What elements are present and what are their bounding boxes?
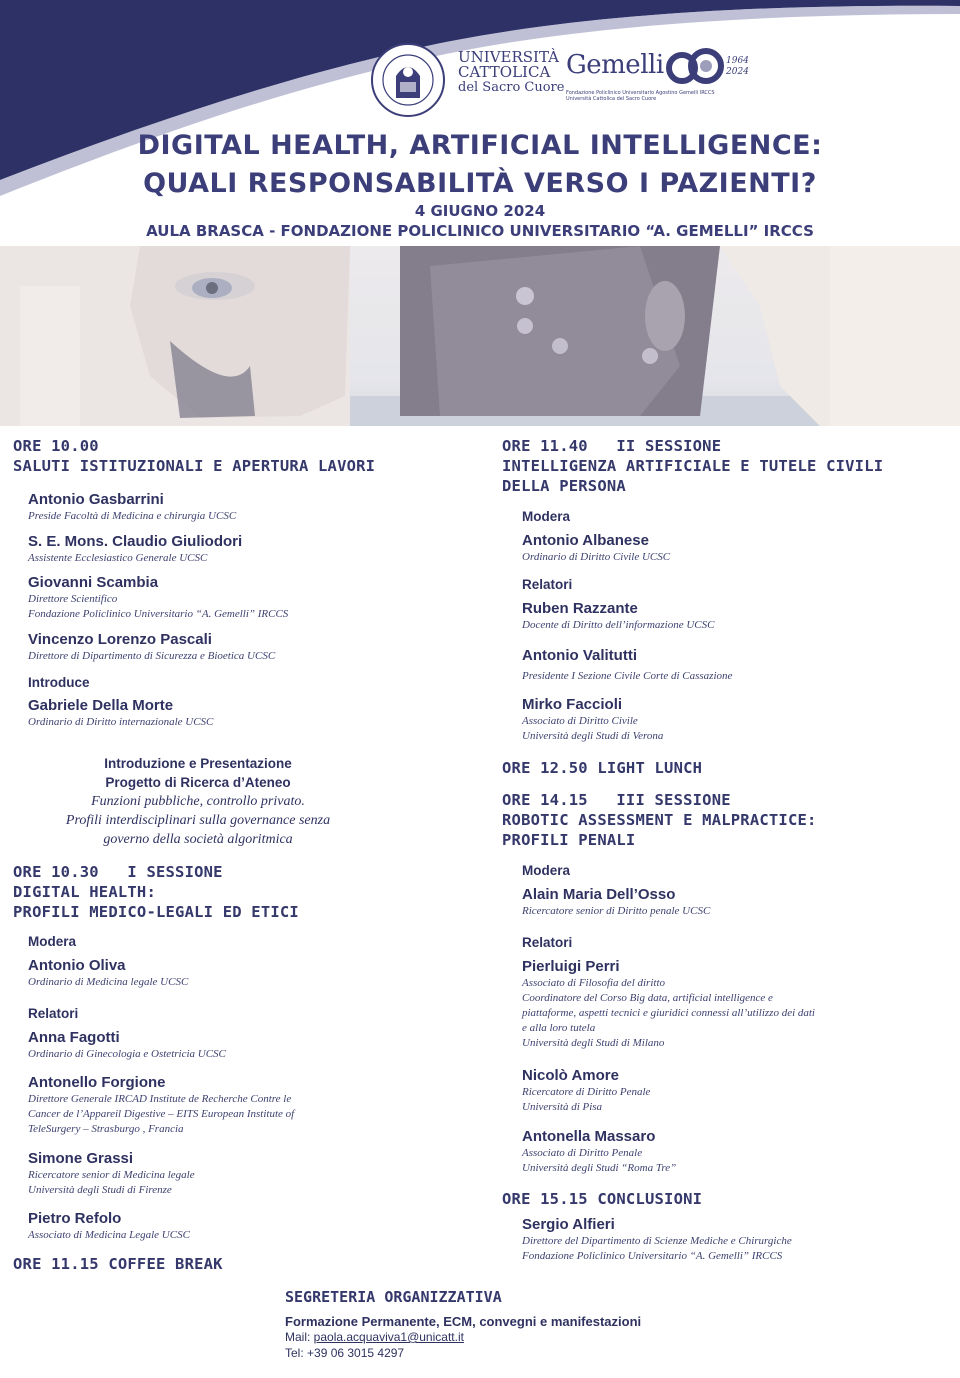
mail-label: Mail: [285, 1330, 314, 1344]
speaker [28, 533, 242, 566]
speaker [522, 1216, 882, 1264]
speaker-role: Cancer de l’Appareil Digestive – EITS European Institute of [28, 1108, 295, 1120]
speaker [28, 491, 236, 524]
speaker-role: Università degli Studi di Firenze [28, 1184, 172, 1196]
logos [370, 40, 770, 116]
speaker-name: Ruben Razzante [522, 600, 638, 617]
session4-subtitle: PROFILI PENALI [502, 831, 636, 849]
introduce-label: Introduce [28, 675, 90, 690]
modera-label: Modera [522, 509, 571, 524]
speaker [522, 886, 710, 919]
speaker-role: Docente di Diritto dell’informazione UCSC [522, 619, 715, 631]
speaker-name: Anna Fagotti [28, 1029, 120, 1046]
ucsc-seal-logo [370, 42, 446, 118]
speaker-role: Università degli Studi di Milano [522, 1037, 665, 1049]
speaker-role: Università degli Studi “Roma Tre” [522, 1162, 677, 1174]
speaker-role: Direttore del Dipartimento di Scienze Mediche e Chirurgiche [522, 1235, 792, 1247]
speaker [522, 696, 663, 744]
footer-mail-line [285, 1329, 785, 1345]
speaker-role: Università degli Studi di Verona [522, 730, 664, 742]
session3-title: INTELLIGENZA ARTIFICIALE E TUTELE CIVILI [502, 457, 884, 475]
speaker-name: Simone Grassi [28, 1150, 134, 1167]
speaker-role: Fondazione Policlinico Universitario “A. Gemelli” IRCCS [522, 1250, 783, 1262]
speaker-role: Direttore Generale IRCAD Institute de Recherche Contre le [28, 1093, 292, 1105]
organizing-secretariat [285, 1288, 785, 1361]
speaker-role: Ordinario di Ginecologia e Ostetricia UCSC [28, 1048, 226, 1060]
speaker-role: Direttore Scientifico [28, 593, 118, 605]
relatori-label: Relatori [522, 577, 573, 592]
speaker-name: Giovanni Scambia [28, 574, 159, 591]
ucsc-line3: del Sacro Cuore [458, 80, 565, 95]
speaker-name: Antonio Valitutti [522, 647, 637, 664]
gemelli-name: Gemelli [566, 50, 664, 80]
event-venue: AULA BRASCA - FONDAZIONE POLICLINICO UNIVERSITARIO “A. GEMELLI” IRCCS [146, 222, 814, 240]
speaker-role: Assistente Ecclesiastico Generale UCSC [28, 552, 208, 564]
speaker [522, 1067, 650, 1115]
speaker [522, 600, 714, 633]
speaker [28, 631, 275, 664]
intro-italic: Profili interdisciplinari sulla governance senza [65, 813, 331, 828]
speaker-name: Antonio Gasbarrini [28, 491, 164, 508]
speaker-role: Coordinatore del Corso Big data, artificial intelligence e [522, 992, 773, 1004]
speaker-role: Ordinario di Diritto internazionale UCSC [28, 716, 214, 728]
speaker-role: Associato di Diritto Penale [522, 1147, 643, 1159]
speaker [28, 1074, 294, 1137]
speaker-role: Fondazione Policlinico Universitario “A. Gemelli” IRCCS [28, 608, 289, 620]
hero-image [0, 246, 960, 426]
speaker [522, 958, 862, 1051]
footer-tel: Tel: +39 06 3015 4297 [285, 1346, 405, 1360]
speaker-name: Antonio Oliva [28, 957, 126, 974]
speaker-name: Alain Maria Dell’Osso [522, 886, 676, 903]
speaker [28, 1150, 195, 1198]
speaker-name: Nicolò Amore [522, 1067, 619, 1084]
session2-time: ORE 10.30 I SESSIONE [13, 863, 223, 881]
ucsc-line1: UNIVERSITÀ [458, 48, 559, 66]
ucsc-wordmark [458, 50, 564, 95]
speaker-role: Preside Facoltà di Medicina e chirurgia UCSC [28, 510, 237, 522]
modera-label: Modera [28, 934, 77, 949]
speaker-role: Direttore di Dipartimento di Sicurezza e Bioetica UCSC [28, 650, 276, 662]
session2-title: DIGITAL HEALTH: [13, 883, 156, 901]
speaker-name: S. E. Mons. Claudio Giuliodori [28, 533, 243, 550]
gemelli-sub1: Fondazione Policlinico Universitario Agostino Gemelli IRCCS [566, 90, 715, 96]
speaker-role: Associato di Medicina Legale UCSC [28, 1229, 190, 1241]
session1-time: ORE 10.00 [13, 437, 99, 455]
speaker-name: Sergio Alfieri [522, 1216, 615, 1233]
event-date: 4 GIUGNO 2024 [414, 202, 546, 220]
speaker-role: Università di Pisa [522, 1101, 603, 1113]
year-to: 2024 [726, 67, 749, 77]
session4-time: ORE 14.15 III SESSIONE [502, 791, 731, 809]
speaker-name: Antonella Massaro [522, 1128, 656, 1145]
modera-label: Modera [522, 863, 571, 878]
session4-title: ROBOTIC ASSESSMENT E MALPRACTICE: [502, 811, 817, 829]
intro-italic: Funzioni pubbliche, controllo privato. [91, 794, 305, 809]
speaker-role: Ricercatore di Diritto Penale [522, 1086, 651, 1098]
gemelli-logo [566, 50, 749, 102]
speaker-name: Gabriele Della Morte [28, 697, 174, 714]
speaker [522, 647, 732, 684]
speaker-role: piattaforme, aspetti tecnici e giuridici connessi all’utilizzo dei dati [522, 1007, 815, 1019]
speaker-name: Vincenzo Lorenzo Pascali [28, 631, 212, 648]
intro-italic: governo della società algoritmica [103, 832, 293, 847]
speaker-role: Ricercatore senior di Medicina legale [28, 1169, 195, 1181]
session1-title: SALUTI ISTITUZIONALI E APERTURA LAVORI [13, 457, 376, 475]
relatori-label: Relatori [28, 1006, 79, 1021]
title-line2: QUALI RESPONSABILITÀ VERSO I PAZIENTI? [143, 168, 817, 199]
relatori-label: Relatori [522, 935, 573, 950]
session3-subtitle: DELLA PERSONA [502, 477, 626, 495]
speaker [28, 697, 213, 730]
speaker-name: Antonello Forgione [28, 1074, 166, 1091]
intro-block [13, 754, 383, 849]
speaker [28, 1029, 226, 1062]
mail-link[interactable]: paola.acquaviva1@unicatt.it [313, 1330, 464, 1344]
gemelli-60-anniversary-mark [666, 44, 726, 88]
ucsc-line2: CATTOLICA [458, 63, 551, 81]
speaker [28, 1210, 190, 1243]
speaker-role: Ordinario di Diritto Civile UCSC [522, 551, 671, 563]
speaker-name: Pierluigi Perri [522, 958, 620, 975]
gemelli-years [726, 56, 749, 78]
speaker [28, 574, 288, 622]
intro-bold: Introduzione e Presentazione [104, 756, 292, 771]
light-lunch: ORE 12.50 LIGHT LUNCH [502, 759, 703, 777]
speaker-role: e alla loro tutela [522, 1022, 596, 1034]
speaker-role: TeleSurgery – Strasburgo , Francia [28, 1123, 184, 1135]
speaker [522, 1128, 676, 1176]
speaker-role: Associato di Diritto Civile [522, 715, 638, 727]
footer-title: SEGRETERIA ORGANIZZATIVA [285, 1288, 502, 1306]
speaker-role: Associato di Filosofia del diritto [522, 977, 665, 989]
title-line1: DIGITAL HEALTH, ARTIFICIAL INTELLIGENCE: [137, 130, 823, 161]
year-from: 1964 [726, 56, 749, 66]
intro-bold: Progetto di Ricerca d’Ateneo [105, 775, 291, 790]
gemelli-sub2: Università Cattolica del Sacro Cuore [566, 96, 657, 102]
speaker [522, 532, 670, 565]
speaker [28, 957, 188, 990]
conclusions: ORE 15.15 CONCLUSIONI [502, 1190, 703, 1208]
gemelli-sub [566, 90, 766, 102]
footer-subtitle: Formazione Permanente, ECM, convegni e manifestazioni [285, 1314, 642, 1329]
speaker-name: Pietro Refolo [28, 1210, 122, 1227]
coffee-break: ORE 11.15 COFFEE BREAK [13, 1255, 223, 1273]
session2-subtitle: PROFILI MEDICO-LEGALI ED ETICI [13, 903, 299, 921]
speaker-name: Mirko Faccioli [522, 696, 623, 713]
session3-time: ORE 11.40 II SESSIONE [502, 437, 722, 455]
speaker-role: Presidente I Sezione Civile Corte di Cassazione [522, 670, 733, 682]
speaker-name: Antonio Albanese [522, 532, 649, 549]
speaker-role: Ricercatore senior di Diritto penale UCSC [522, 905, 711, 917]
speaker-role: Ordinario di Medicina legale UCSC [28, 976, 189, 988]
